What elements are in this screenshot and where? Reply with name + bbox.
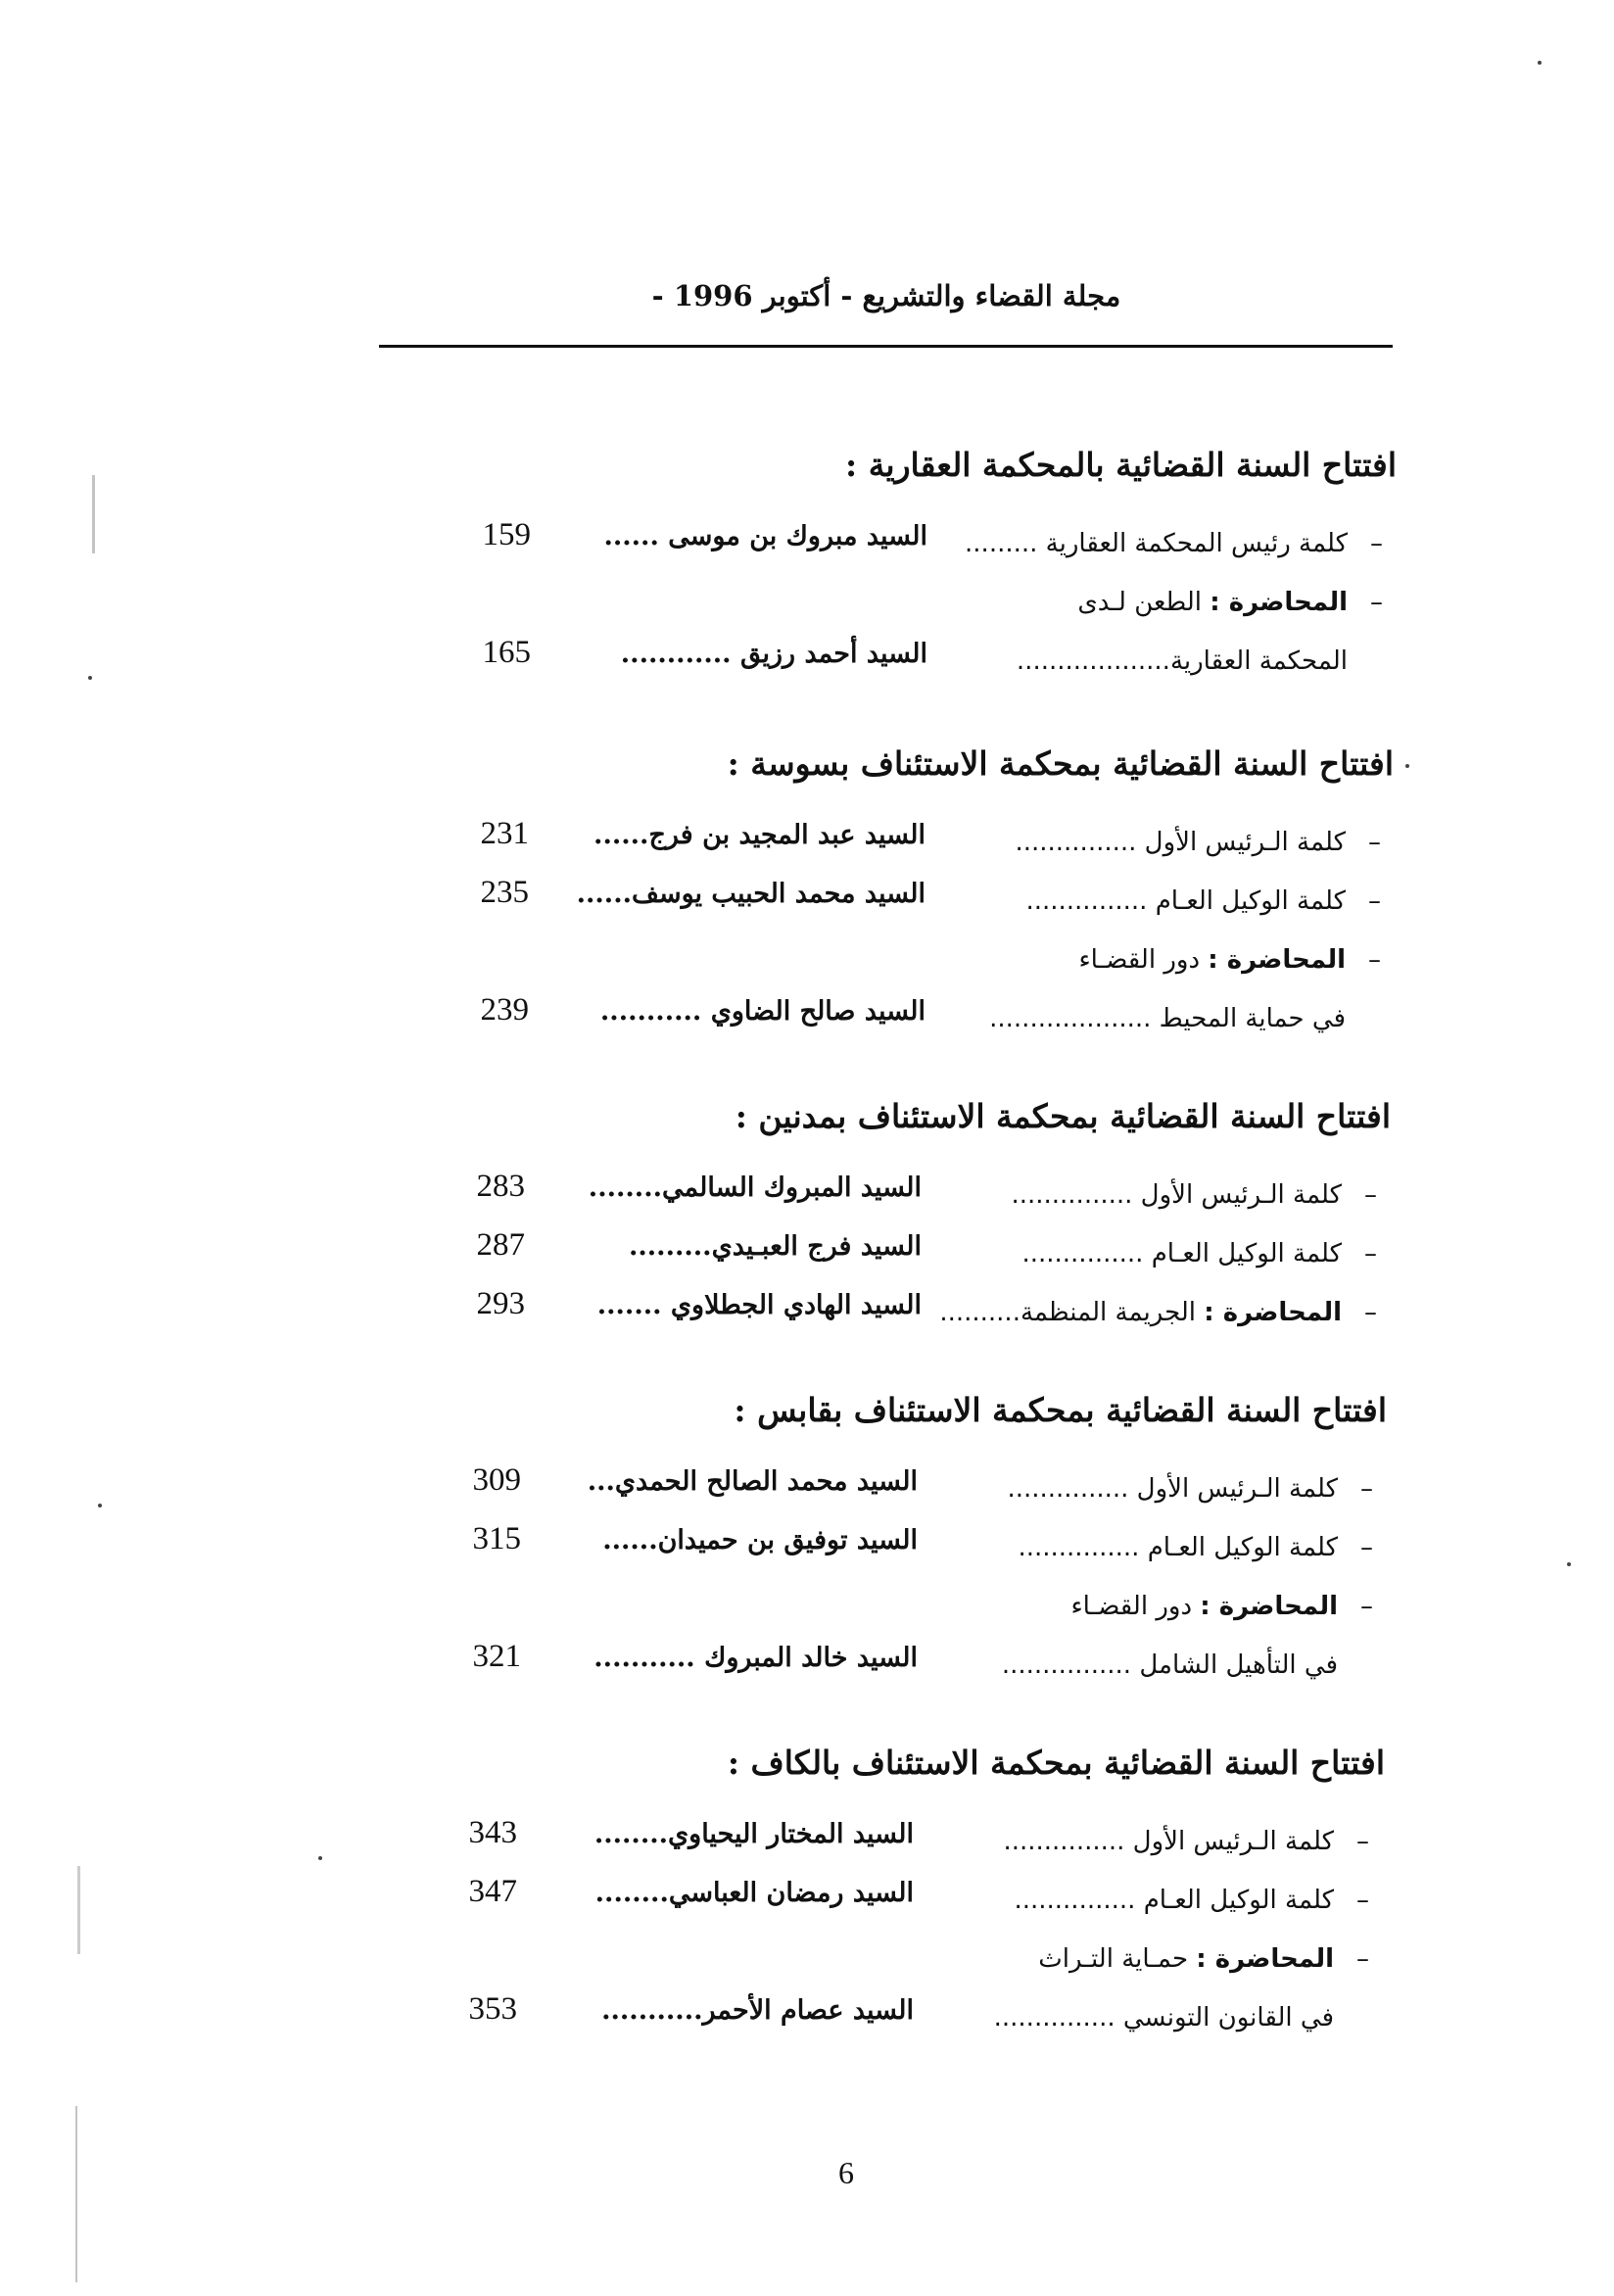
entry-label-text: الجريمة المنظمة..........	[939, 1298, 1197, 1327]
entry-label-text: كلمة الوكيل العـام ...............	[1025, 886, 1346, 916]
toc-entry	[423, 635, 1383, 697]
entry-author: السيد خالد المبروك ...........	[593, 1643, 918, 1673]
entry-label-text: كلمة الوكيل العـام ...............	[1014, 1886, 1334, 1915]
entry-label-text: الطعن لـدى	[1077, 588, 1203, 617]
entry-dash: –	[1364, 1180, 1377, 1210]
scan-artifact	[77, 1866, 80, 1954]
entry-label-bold: المحاضرة :	[1204, 1298, 1342, 1327]
header-rule	[379, 345, 1393, 348]
toc-entry	[409, 1874, 1369, 1937]
entry-page-number: 347	[468, 1874, 517, 1909]
entry-dash: –	[1368, 828, 1381, 857]
toc-entry	[409, 1991, 1369, 2054]
entry-page-number: 165	[482, 635, 531, 670]
entry-label-bold: المحاضرة :	[1208, 945, 1346, 975]
entry-label-text: كلمة الـرئيس الأول ...............	[1011, 1180, 1342, 1210]
toc-entry-title	[1014, 1886, 1369, 1915]
toc-entry-title	[1015, 828, 1381, 857]
section-title: افتتاح السنة القضائية بمحكمة الاستئناف بسوسة :	[727, 744, 1394, 783]
scan-speck	[1538, 61, 1542, 65]
entry-page-number: 343	[468, 1815, 517, 1850]
scan-artifact	[75, 2106, 77, 2282]
scan-artifact	[92, 475, 95, 553]
scan-speck	[318, 1856, 322, 1860]
scan-speck	[88, 676, 92, 680]
entry-dash: –	[1360, 1533, 1373, 1562]
entry-dash: –	[1364, 1239, 1377, 1268]
entry-dash: –	[1368, 945, 1381, 975]
entry-page-number: 235	[480, 875, 529, 910]
toc-entry	[409, 1815, 1369, 1878]
toc-entry	[413, 1592, 1373, 1643]
scan-speck	[1567, 1562, 1571, 1566]
toc-entry-title	[1003, 1827, 1369, 1856]
toc-entry-title	[1077, 588, 1383, 617]
toc-entry	[417, 1227, 1377, 1290]
entry-label-text: حمـاية التـراث	[1038, 1944, 1189, 1974]
toc-entry-title	[1017, 646, 1383, 676]
toc-entry-title	[939, 1298, 1377, 1327]
entry-author: السيد محمد الحبيب يوسف......	[576, 879, 926, 909]
entry-dash: –	[1364, 1298, 1377, 1327]
entry-page-number: 321	[472, 1639, 521, 1674]
page-number: 6	[838, 2155, 854, 2190]
entry-dash: –	[1370, 529, 1383, 558]
toc-entry	[421, 816, 1381, 879]
toc-entry-title	[1021, 1239, 1377, 1268]
entry-author: السيد الهادي الجطلاوي .......	[596, 1290, 922, 1320]
section-title: افتتاح السنة القضائية بالمحكمة العقارية :	[845, 446, 1397, 484]
entry-dash: –	[1356, 1827, 1369, 1856]
entry-author: السيد المختار اليحياوي........	[593, 1819, 914, 1849]
entry-label-text: كلمة الوكيل العـام ...............	[1018, 1533, 1338, 1562]
scan-speck	[1405, 764, 1409, 768]
toc-entry-title	[1007, 1474, 1373, 1504]
entry-label-text: كلمة الـرئيس الأول ...............	[1015, 828, 1346, 857]
toc-entry-title	[1078, 945, 1381, 975]
running-header: مجلة القضاء والتشريع - أكتوبر 1996 -	[651, 279, 1121, 312]
toc-entry	[413, 1521, 1373, 1584]
entry-dash: –	[1356, 1944, 1369, 1974]
scan-speck	[98, 1504, 102, 1507]
entry-label-text: دور القضـاء	[1070, 1592, 1193, 1621]
toc-entry	[417, 1286, 1377, 1349]
entry-label-text: كلمة رئيس المحكمة العقارية .........	[965, 529, 1348, 558]
toc-entry	[421, 875, 1381, 937]
entry-label-text: في حماية المحيط ....................	[989, 1004, 1346, 1033]
entry-author: السيد عبد المجيد بن فرج......	[593, 820, 926, 850]
toc-entry	[421, 992, 1381, 1055]
entry-label-text: في القانون التونسي ...............	[993, 2003, 1334, 2033]
toc-entry-title	[965, 529, 1383, 558]
entry-page-number: 293	[476, 1286, 525, 1321]
entry-label-bold: المحاضرة :	[1210, 588, 1348, 617]
entry-dash: –	[1368, 886, 1381, 916]
toc-entry	[413, 1462, 1373, 1525]
toc-entry	[417, 1169, 1377, 1231]
entry-dash: –	[1360, 1592, 1373, 1621]
toc-entry	[423, 517, 1383, 580]
toc-entry	[421, 945, 1381, 996]
entry-author: السيد صالح الضاوي ...........	[599, 996, 926, 1027]
entry-author: السيد المبروك السالمي........	[588, 1172, 922, 1203]
entry-author: السيد فرج العبـيدي.........	[628, 1231, 922, 1262]
section-title: افتتاح السنة القضائية بمحكمة الاستئناف بالكاف :	[727, 1744, 1385, 1782]
entry-label-bold: المحاضرة :	[1196, 1944, 1334, 1974]
entry-page-number: 287	[476, 1227, 525, 1263]
entry-page-number: 239	[480, 992, 529, 1028]
section-title: افتتاح السنة القضائية بمحكمة الاستئناف بمدنين :	[735, 1097, 1391, 1135]
entry-author: السيد توفيق بن حميدان......	[602, 1525, 918, 1555]
entry-dash: –	[1356, 1886, 1369, 1915]
toc-entry-title	[1038, 1944, 1369, 1974]
entry-label-text: المحكمة العقارية...................	[1016, 646, 1348, 676]
entry-label-bold: المحاضرة :	[1200, 1592, 1338, 1621]
toc-entry-title	[1011, 1180, 1377, 1210]
toc-entry	[423, 588, 1383, 639]
toc-entry-title	[1070, 1592, 1373, 1621]
toc-entry-title	[994, 2003, 1369, 2033]
toc-entry-title	[1002, 1650, 1373, 1680]
entry-author: السيد مبروك بن موسى ......	[603, 521, 927, 551]
toc-entry-title	[1018, 1533, 1373, 1562]
entry-author: السيد محمد الصالح الحمدي...	[587, 1466, 918, 1497]
entry-author: السيد عصام الأحمر...........	[601, 1995, 914, 2026]
entry-label-text: في التأهيل الشامل ................	[1001, 1650, 1338, 1680]
entry-page-number: 283	[476, 1169, 525, 1204]
toc-entry-title	[1025, 886, 1381, 916]
entry-dash: –	[1360, 1474, 1373, 1504]
toc-entry-title	[989, 1004, 1381, 1033]
entry-author: السيد رمضان العباسي........	[594, 1878, 914, 1908]
toc-entry	[413, 1639, 1373, 1701]
entry-page-number: 159	[482, 517, 531, 552]
entry-page-number: 353	[468, 1991, 517, 2027]
toc-entry	[409, 1944, 1369, 1995]
entry-page-number: 315	[472, 1521, 521, 1556]
entry-page-number: 309	[472, 1462, 521, 1498]
entry-author: السيد أحمد رزيق ............	[620, 639, 927, 669]
entry-label-text: كلمة الـرئيس الأول ...............	[1003, 1827, 1334, 1856]
entry-page-number: 231	[480, 816, 529, 851]
entry-label-text: دور القضـاء	[1078, 945, 1201, 975]
entry-label-text: كلمة الوكيل العـام ...............	[1021, 1239, 1342, 1268]
entry-label-text: كلمة الـرئيس الأول ...............	[1007, 1474, 1338, 1504]
section-title: افتتاح السنة القضائية بمحكمة الاستئناف بقابس :	[734, 1391, 1387, 1429]
entry-dash: –	[1370, 588, 1383, 617]
